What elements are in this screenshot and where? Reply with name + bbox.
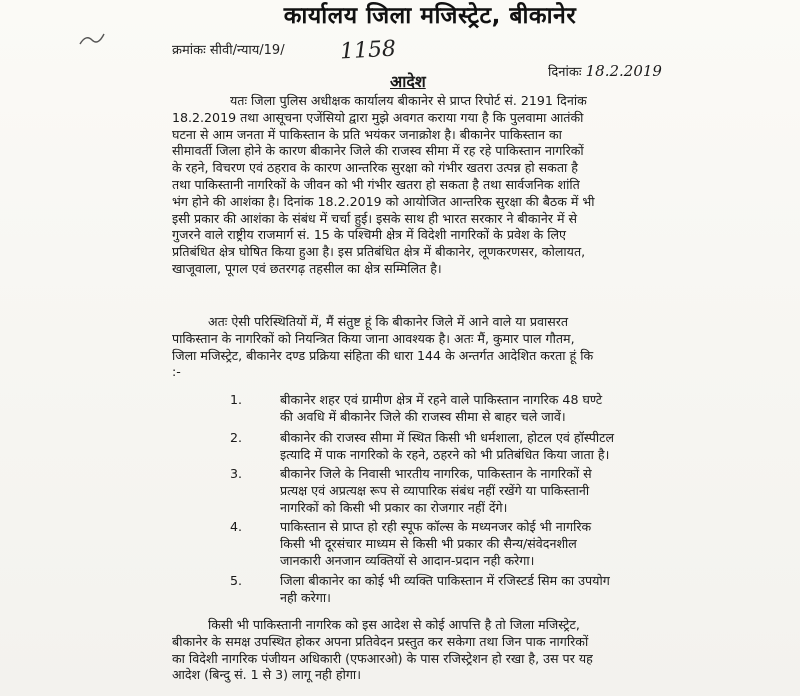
text-line: यतः जिला पुलिस अधीक्षक कार्यालय बीकानेर से प्राप्त रिपोर्ट सं. 2191 दिनांक bbox=[230, 93, 587, 108]
text-line: के रहने, विचरण एवं ठहराव के कारण आन्तरिक सुरक्षा को गंभीर खतरा उत्पन्न हो सकता है bbox=[172, 160, 578, 176]
paragraph-objection bbox=[172, 617, 593, 684]
office-title: कार्यालय जिला मजिस्ट्रेट, बीकानेर bbox=[283, 3, 577, 29]
text-line: आदेश (बिन्दु सं. 1 से 3) लागू नही होगा। bbox=[172, 667, 361, 683]
text-line: सीमावर्ती जिला होने के कारण बीकानेर जिले की राजस्व सीमा में रह रहे पाकिस्तान नागरिकों bbox=[172, 143, 584, 159]
date-line bbox=[548, 62, 662, 80]
reference-number: 1158 bbox=[339, 36, 397, 65]
text-line: किसी भी दूरसंचार माध्यम से किसी भी प्रकार की सैन्य/संवेदनशील bbox=[280, 535, 577, 551]
text-line: गुजरने वाले राष्ट्रीय राजमार्ग सं. 15 के पश्चिमी क्षेत्र में विदेशी नागरिकों के प्रवेश के लिए bbox=[172, 227, 566, 243]
list-number: 5. bbox=[230, 573, 243, 588]
text-line: खाजूवाला, पूगल एवं छतरगढ़ तहसील का क्षेत्र सम्मिलित है। bbox=[172, 260, 442, 276]
text-line: तथा पाकिस्तानी नागरिकों के जीवन को भी गंभीर खतरा हो सकता है तथा सार्वजनिक शांति bbox=[172, 176, 580, 192]
text-line: नही करेगा। bbox=[280, 589, 331, 605]
text-line: नागरिकों को किसी भी प्रकार का रोजगार नहीं देंगे। bbox=[280, 499, 508, 515]
reference-label: क्रमांकः सीवी/न्याय/19/ bbox=[172, 43, 285, 58]
text-line: बीकानेर के समक्ष उपस्थित होकर अपना प्रतिवेदन प्रस्तुत कर सकेगा तथा जिन पाक नागरिकों bbox=[172, 633, 589, 649]
date-value: 18.2.2019 bbox=[585, 62, 662, 80]
text-line: की अवधि में बीकानेर जिले की राजस्व सीमा से बाहर चले जावें। bbox=[280, 408, 566, 424]
pen-mark bbox=[78, 30, 106, 48]
text-line: इसी प्रकार की आशंका के संबंध में चर्चा हुई। इसके साथ ही भारत सरकार ने बीकानेर में से bbox=[172, 210, 578, 226]
list-number: 4. bbox=[230, 519, 243, 534]
text-line: का विदेशी नागरिक पंजीयन अधिकारी (एफआरओ) के पास रजिस्ट्रेशन हो रखा है, उस पर यह bbox=[172, 650, 593, 666]
text-line: अतः ऐसी परिस्थितियों में, मैं संतुष्ट हूं कि बीकानेर जिले में आने वाले या प्रवासरत bbox=[208, 314, 569, 329]
text-line: जिला मजिस्ट्रेट, बीकानेर दण्ड प्रक्रिया संहिता की धारा 144 के अन्तर्गत आदेशित करता हूं कि bbox=[172, 347, 594, 363]
text-line: बीकानेर शहर एवं ग्रामीण क्षेत्र में रहने वाले पाकिस्तान नागरिक 48 घण्टे bbox=[280, 392, 603, 407]
text-line: जानकारी अनजान व्यक्तियों से आदान-प्रदान नही करेगा। bbox=[280, 552, 535, 568]
text-line: प्रतिबंधित क्षेत्र घोषित किया हुआ है। इस प्रतिबंधित क्षेत्र में बीकानेर, लूणकरणसर, कोलायत, bbox=[172, 244, 586, 260]
text-line: 18.2.2019 तथा आसूचना एजेंसियो द्वारा मुझे अवगत कराया गया है कि पुलवामा आतंकी bbox=[172, 109, 584, 125]
list-number: 1. bbox=[230, 392, 243, 407]
text-line: पाकिस्तान से प्राप्त हो रही स्पूफ कॉल्स के मध्यनजर कोई भी नागरिक bbox=[280, 519, 592, 534]
paragraph-intro bbox=[172, 93, 595, 278]
text-line: जिला बीकानेर का कोई भी व्यक्ति पाकिस्तान में रजिस्टर्ड सिम का उपयोग bbox=[280, 573, 610, 588]
text-line: भंग होने की आशंका है। दिनांक 18.2.2019 को आयोजित आन्तरिक सुरक्षा की बैठक में भी bbox=[172, 193, 595, 209]
order-title: आदेश bbox=[390, 72, 426, 91]
text-line: प्रत्यक्ष एवं अप्रत्यक्ष रूप से व्यापारिक संबंध नहीं रखेंगे या पाकिस्तानी bbox=[280, 482, 590, 498]
text-line: घटना से आम जनता में पाकिस्तान के प्रति भयंकर जनाक्रोश है। बीकानेर पाकिस्तान का bbox=[172, 126, 562, 142]
text-line: :- bbox=[172, 364, 181, 380]
text-line: बीकानेर जिले के निवासी भारतीय नागरिक, पाकिस्तान के नागरिकों से bbox=[280, 466, 592, 481]
list-number: 3. bbox=[230, 466, 243, 481]
paragraph-order-basis bbox=[172, 314, 593, 381]
text-line: पाकिस्तान के नागरिकों को नियन्त्रित किया जाना आवश्यक है। अतः मैं, कुमार पाल गौतम, bbox=[172, 330, 575, 346]
text-line: बीकानेर की राजस्व सीमा में स्थित किसी भी धर्मशाला, होटल एवं हॉस्पीटल bbox=[280, 430, 615, 445]
text-line: इत्यादि में पाक नागरिको के रहने, ठहरने को भी प्रतिबंधित किया जाता है। bbox=[280, 446, 610, 462]
text-line: किसी भी पाकिस्तानी नागरिक को इस आदेश से कोई आपत्ति है तो जिला मजिस्ट्रेट, bbox=[208, 617, 580, 632]
list-number: 2. bbox=[230, 430, 243, 445]
date-label: दिनांकः bbox=[548, 65, 582, 80]
